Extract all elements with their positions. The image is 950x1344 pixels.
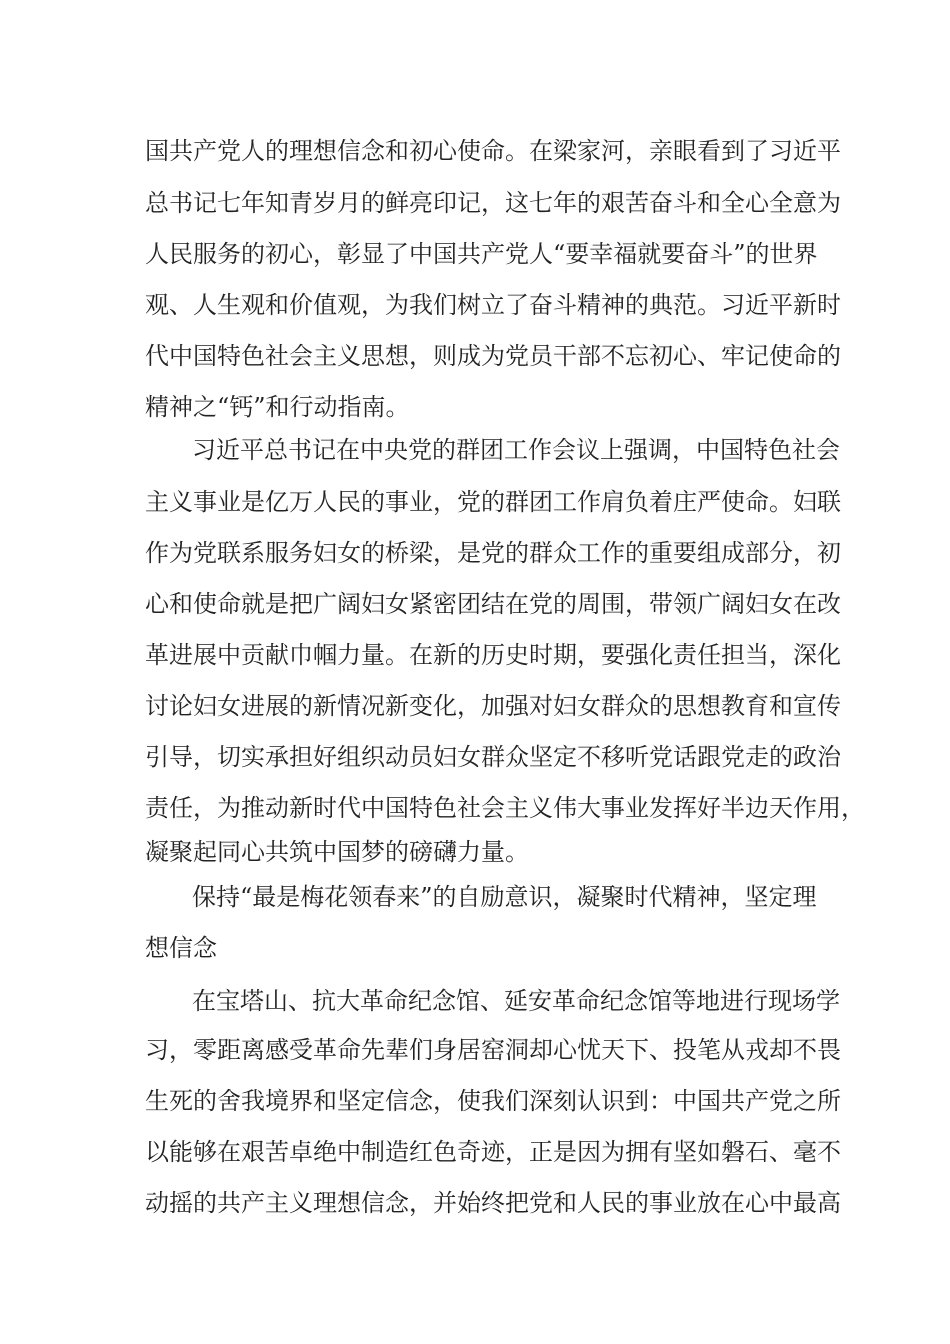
text-line: 国共产党人的理想信念和初心使命。在梁家河，亲眼看到了习近平 bbox=[145, 137, 841, 165]
paragraph-first-line: 在宝塔山、抗大革命纪念馆、延安革命纪念馆等地进行现场学 bbox=[192, 987, 840, 1015]
text-line: 革进展中贡献巾帼力量。在新的历史时期，要强化责任担当，深化 bbox=[145, 641, 841, 669]
paragraph-first-line: 习近平总书记在中央党的群团工作会议上强调，中国特色社会 bbox=[192, 436, 840, 464]
text-line: 凝聚起同心共筑中国梦的磅礴力量。 bbox=[145, 838, 529, 866]
text-line: 人民服务的初心，彰显了中国共产党人“要幸福就要奋斗”的世界 bbox=[145, 240, 818, 268]
text-line: 习，零距离感受革命先辈们身居窑洞却心忧天下、投笔从戎却不畏 bbox=[145, 1036, 841, 1064]
text-line: 想信念 bbox=[145, 934, 217, 962]
text-line: 以能够在艰苦卓绝中制造红色奇迹，正是因为拥有坚如磐石、毫不 bbox=[145, 1138, 841, 1166]
text-line: 动摇的共产主义理想信念，并始终把党和人民的事业放在心中最高 bbox=[145, 1189, 841, 1217]
paragraph-first-line: 保持“最是梅花领春来”的自励意识，凝聚时代精神，坚定理 bbox=[192, 883, 817, 911]
text-line: 讨论妇女进展的新情况新变化，加强对妇女群众的思想教育和宣传 bbox=[145, 692, 841, 720]
text-line: 责任，为推动新时代中国特色社会主义伟大事业发挥好半边天作用， bbox=[145, 794, 865, 822]
text-line: 总书记七年知青岁月的鲜亮印记，这七年的艰苦奋斗和全心全意为 bbox=[145, 189, 841, 217]
text-line: 观、人生观和价值观，为我们树立了奋斗精神的典范。习近平新时 bbox=[145, 291, 841, 319]
text-line: 生死的舍我境界和坚定信念，使我们深刻认识到：中国共产党之所 bbox=[145, 1087, 841, 1115]
text-line: 引导，切实承担好组织动员妇女群众坚定不移听党话跟党走的政治 bbox=[145, 743, 841, 771]
text-line: 作为党联系服务妇女的桥梁，是党的群众工作的重要组成部分，初 bbox=[145, 539, 841, 567]
text-line: 精神之“钙”和行动指南。 bbox=[145, 393, 410, 421]
text-line: 心和使命就是把广阔妇女紧密团结在党的周围，带领广阔妇女在改 bbox=[145, 590, 841, 618]
text-line: 代中国特色社会主义思想，则成为党员干部不忘初心、牢记使命的 bbox=[145, 342, 841, 370]
text-line: 主义事业是亿万人民的事业，党的群团工作肩负着庄严使命。妇联 bbox=[145, 488, 841, 516]
